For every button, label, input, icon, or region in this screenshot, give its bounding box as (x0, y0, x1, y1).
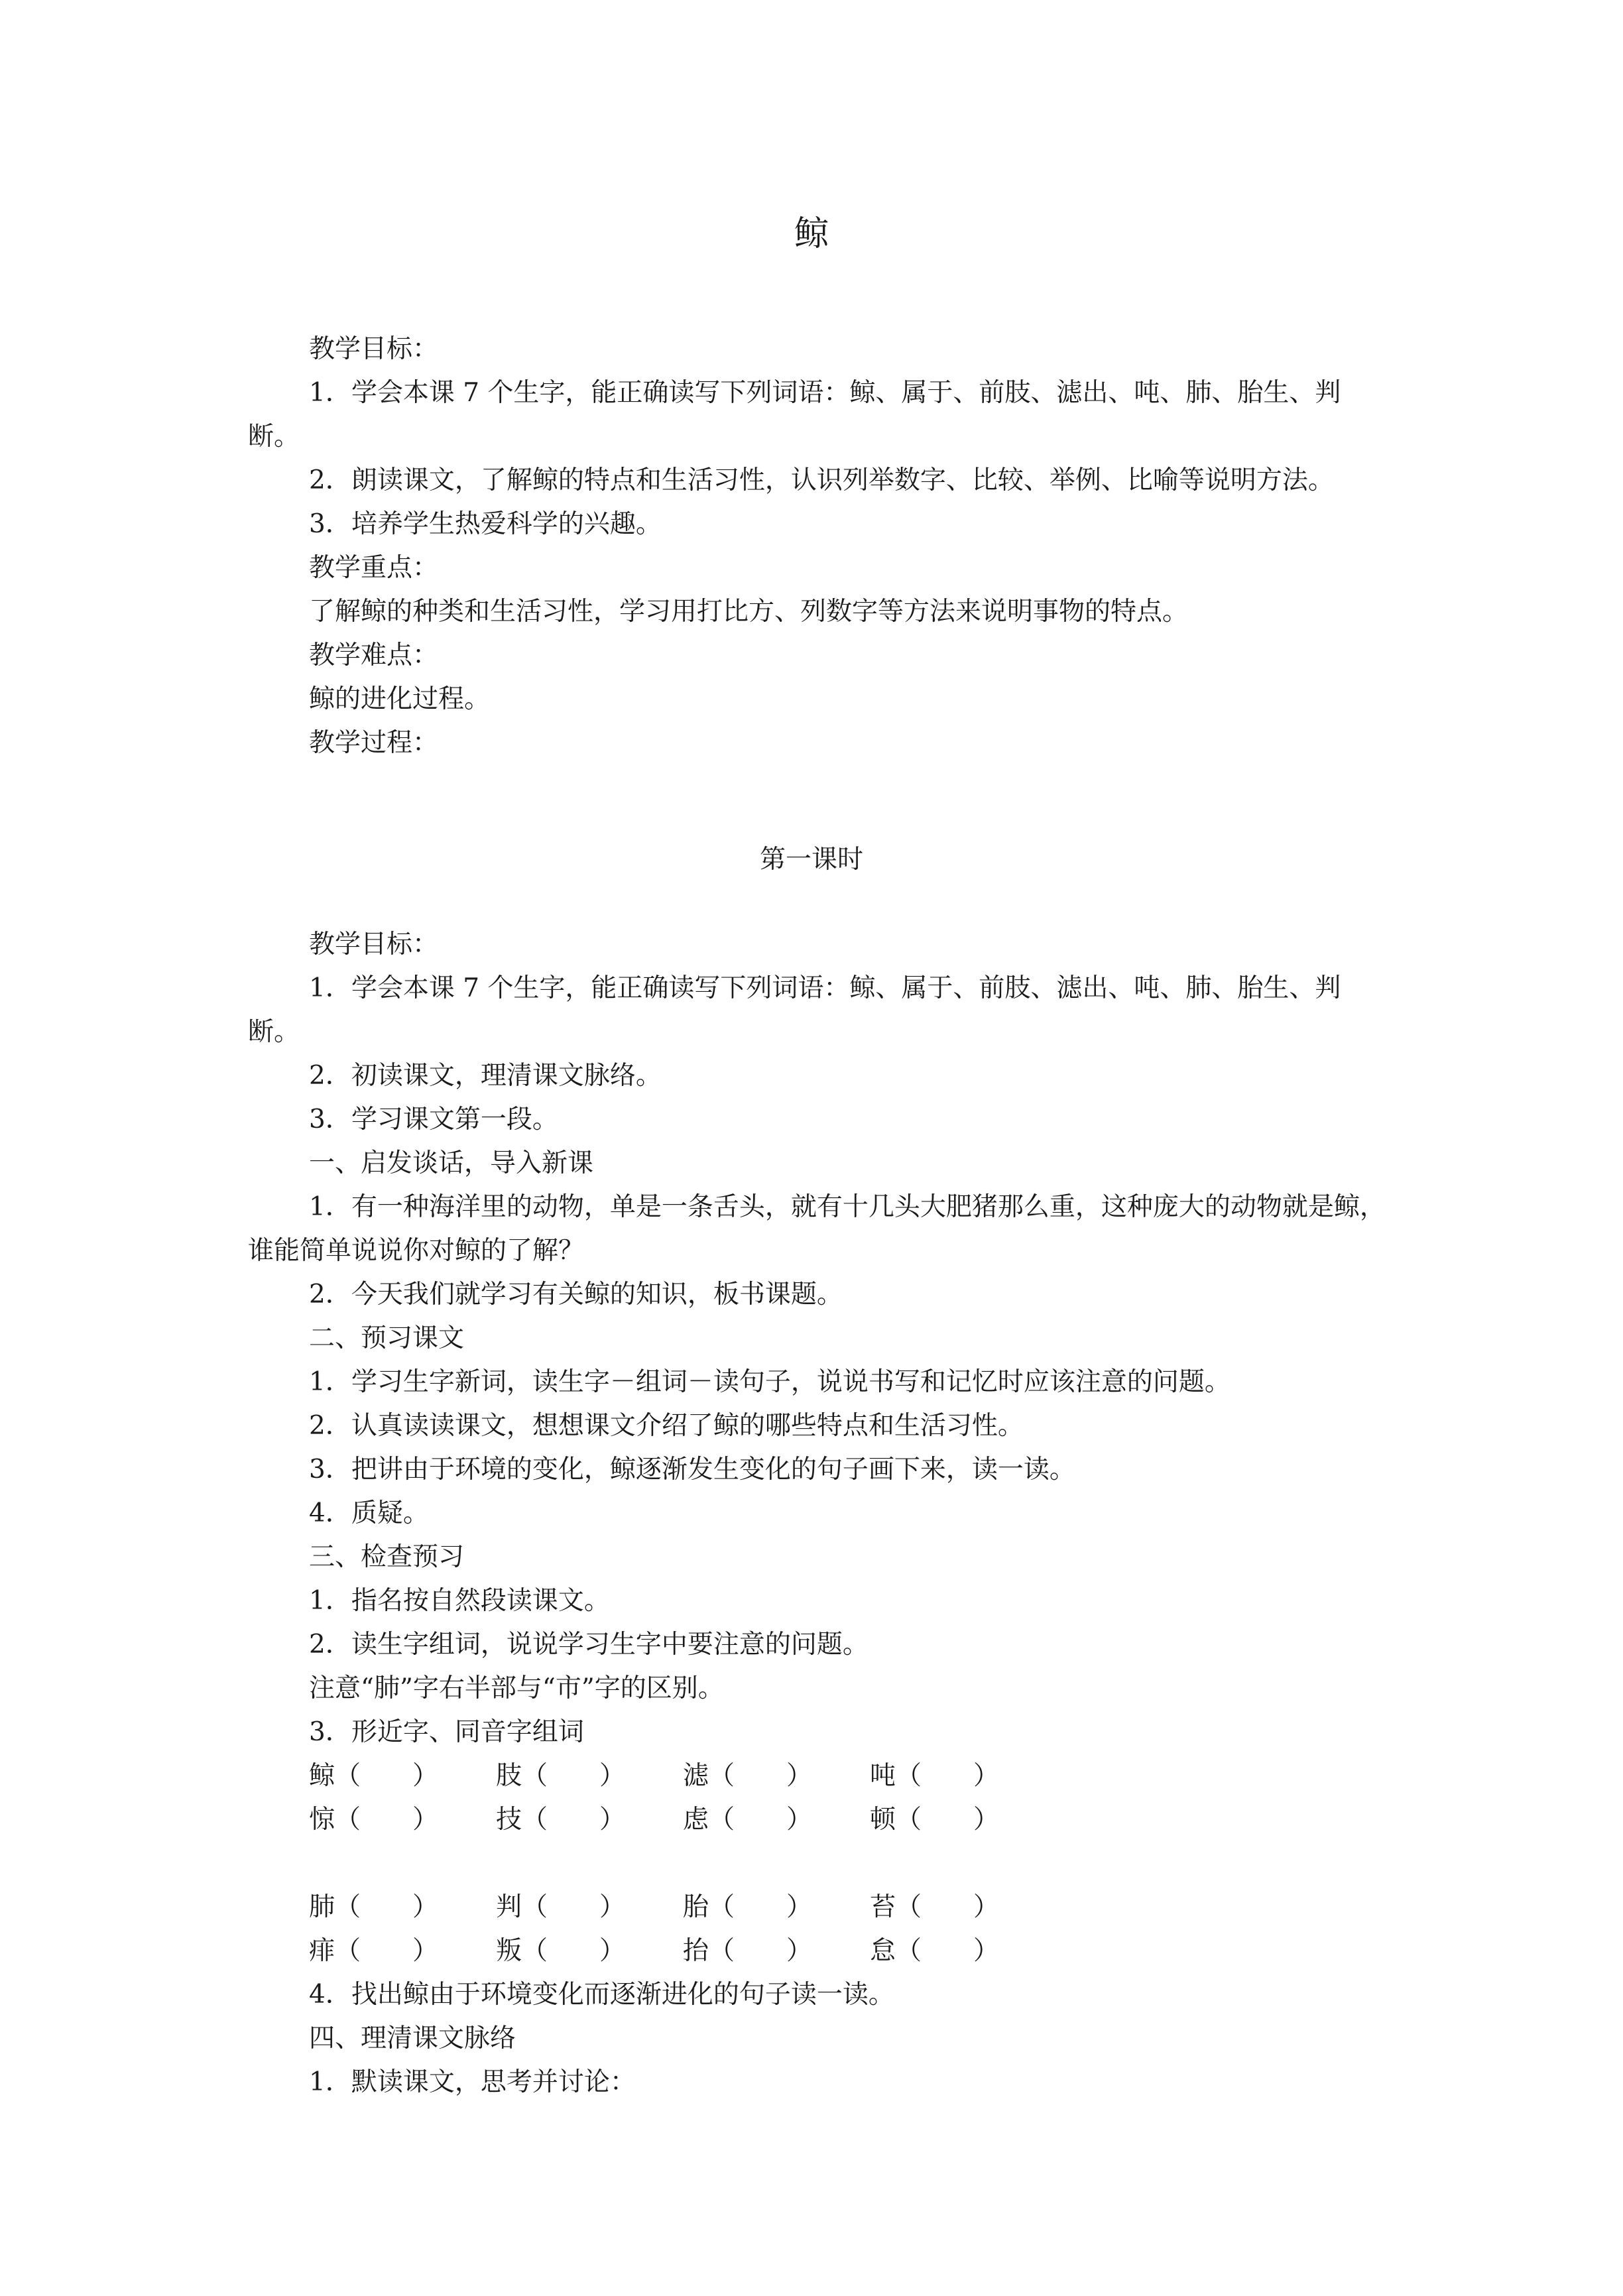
word-grid-row (248, 1798, 1388, 1842)
heading-teaching-goals: 教学目标： (309, 930, 439, 959)
goal-item-2: 2．初读课文，理清课文脉络。 (309, 1061, 662, 1091)
word-grid-row (248, 1929, 1388, 1973)
heading-difficulties: 教学难点： (309, 640, 439, 670)
word-cell: 叛（ ） (496, 1936, 626, 1966)
word-cell: 惊（ ） (309, 1805, 439, 1835)
goal-item-1: 1．学会本课 7 个生字，能正确读写下列词语：鲸、属于、前肢、滤出、吨、肺、胎生、判断。 (248, 378, 1341, 452)
word-cell: 技（ ） (496, 1805, 626, 1835)
intro-section (248, 328, 1388, 765)
step-2-item-3: 3．把讲由于环境的变化，鲸逐渐发生变化的句子画下来，读一读。 (309, 1455, 1075, 1484)
step-3-item-2: 2．读生字组词，说说学习生字中要注意的问题。 (309, 1630, 869, 1660)
word-grid (248, 1754, 1388, 1973)
word-cell: 顿（ ） (870, 1805, 1000, 1835)
step-4-item-1: 1．默读课文，思考并讨论： (309, 2067, 636, 2097)
key-points-text: 了解鲸的种类和生活习性，学习用打比方、列数字等方法来说明事物的特点。 (309, 597, 1189, 627)
goal-item-1: 1．学会本课 7 个生字，能正确读写下列词语：鲸、属于、前肢、滤出、吨、肺、胎生、判断。 (248, 973, 1341, 1047)
heading-teaching-goals: 教学目标： (309, 334, 439, 364)
word-cell: 鲸（ ） (309, 1761, 439, 1791)
section-title: 第一课时 (759, 845, 863, 875)
heading-process: 教学过程： (309, 728, 439, 758)
word-cell: 虑（ ） (683, 1805, 813, 1835)
step-2-item-1: 1．学习生字新词，读生字－组词－读句子，说说书写和记忆时应该注意的问题。 (309, 1367, 1231, 1397)
word-cell: 痱（ ） (309, 1936, 439, 1966)
step-2-item-4: 4．质疑。 (309, 1498, 429, 1528)
word-cell: 肺（ ） (309, 1892, 439, 1922)
word-cell: 肢（ ） (496, 1761, 626, 1791)
difficulties-text: 鲸的进化过程。 (309, 684, 491, 714)
grid-gap (248, 1842, 1388, 1886)
word-cell: 吨（ ） (870, 1761, 1000, 1791)
lesson-one-section (248, 923, 1388, 2104)
step-1-item-2: 2．今天我们就学习有关鲸的知识，板书课题。 (309, 1280, 843, 1309)
step-3-item-4: 4．找出鲸由于环境变化而逐渐进化的句子读一读。 (309, 1980, 894, 2010)
step-heading-1: 一、启发谈话，导入新课 (309, 1148, 594, 1178)
step-3-note: 注意“肺”字右半部与“市”字的区别。 (309, 1673, 724, 1703)
step-2-item-2: 2．认真读读课文，想想课文介绍了鲸的哪些特点和生活习性。 (309, 1411, 1024, 1441)
word-cell: 判（ ） (496, 1892, 626, 1922)
step-3-item-1: 1．指名按自然段读课文。 (309, 1586, 610, 1616)
goal-item-2: 2．朗读课文，了解鲸的特点和生活习性，认识列举数字、比较、举例、比喻等说明方法。 (309, 465, 1334, 495)
word-grid-row (248, 1886, 1388, 1929)
goal-item-3: 3．学习课文第一段。 (309, 1105, 558, 1134)
step-1-item-1: 1．有一种海洋里的动物，单是一条舌头，就有十几头大肥猪那么重，这种庞大的动物就是鲸，谁能简单说说你对鲸的了解？ (248, 1192, 1386, 1266)
word-grid-row (248, 1754, 1388, 1798)
step-heading-2: 二、预习课文 (309, 1323, 465, 1353)
word-cell: 怠（ ） (870, 1936, 1000, 1966)
word-cell: 滤（ ） (683, 1761, 813, 1791)
heading-key-points: 教学重点： (309, 553, 439, 583)
word-cell: 苔（ ） (870, 1892, 1000, 1922)
step-heading-4: 四、理清课文脉络 (309, 2024, 516, 2053)
step-heading-3: 三、检查预习 (309, 1542, 465, 1572)
step-3-item-3: 3．形近字、同音字组词 (309, 1717, 584, 1747)
goal-item-3: 3．培养学生热爱科学的兴趣。 (309, 509, 662, 539)
word-cell: 胎（ ） (683, 1892, 813, 1922)
document-title: 鲸 (794, 214, 829, 254)
word-cell: 抬（ ） (683, 1936, 813, 1966)
